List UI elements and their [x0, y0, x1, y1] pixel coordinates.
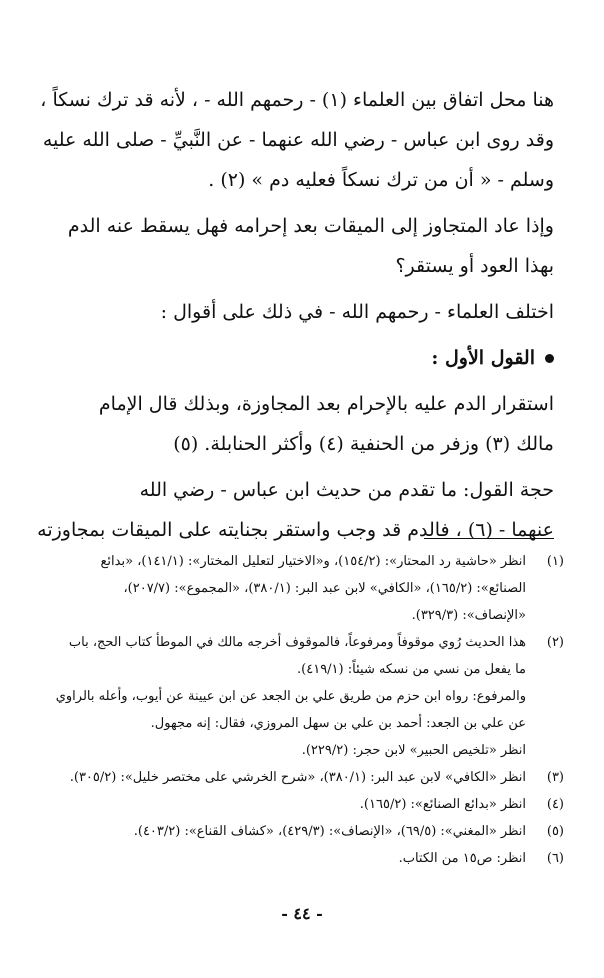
footnote	[34, 818, 564, 845]
footnote-line: انظر «المغني»: (٦٩/٥)، «الإنصاف»: (٤٢٩/٣)، «كشاف القناع»: (٤٠٣/٢).	[133, 824, 526, 839]
paragraph-2	[34, 206, 554, 286]
main-text	[34, 80, 554, 556]
text-line: استقرار الدم عليه بالإحرام بعد المجاوزة، وبذلك قال الإمام	[98, 393, 554, 415]
footnote-divider	[424, 538, 554, 539]
footnote-line: هذا الحديث رُوي موقوفاً ومرفوعاً، فالموقوف أخرجه مالك في الموطأ كتاب الحج، باب	[68, 635, 526, 650]
footnote-number: (٣)	[546, 770, 564, 785]
text-line: هنا محل اتفاق بين العلماء (١) - رحمهم الله - ، لأنه قد ترك نسكاً ،	[40, 89, 554, 111]
text-line: وسلم - « أن من ترك نسكاً فعليه دم » (٢) .	[208, 169, 554, 191]
footnote	[34, 791, 564, 818]
paragraph-4	[34, 384, 554, 464]
footnote-line: انظر «بدائع الصنائع»: (١٦٥/٢).	[359, 797, 526, 812]
footnote-line: انظر: ص١٥ من الكتاب.	[398, 851, 526, 866]
footnote	[34, 548, 564, 629]
footnote	[34, 764, 564, 791]
footnote-line: الصنائع»: (١٦٥/٢)، «الكافي» لابن عبد البر: (٣٨٠/١)، «المجموع»: (٢٠٧/٧)،	[123, 581, 526, 596]
page-number: - ٤٤ -	[281, 904, 323, 923]
text-line: وقد روى ابن عباس - رضي الله عنهما - عن النَّبيِّ - صلى الله عليه	[42, 129, 554, 151]
footnote	[34, 845, 564, 872]
text-line: بهذا العود أو يستقر؟	[395, 255, 554, 277]
footnote	[34, 629, 564, 764]
footnotes	[34, 548, 564, 872]
footnote-number: (٦)	[546, 851, 564, 866]
footnote-line: انظر «تلخيص الحبير» لابن حجر: (٢٢٩/٢).	[301, 743, 526, 758]
text-line: عنهما - (٦) ، فالدم قد وجب واستقر بجنايته على الميقات بمجاوزته	[37, 519, 554, 541]
footnote-line: انظر «حاشية رد المحتار»: (١٥٤/٢)، و«الاختيار لتعليل المختار»: (١٤١/١)، «بدائع	[100, 554, 526, 569]
footnote-line: عن علي بن الجعد: أحمد بن علي بن سهل المروزي، فقال: إنه مجهول.	[150, 716, 526, 731]
footnote-line: ما يفعل من نسي من نسكه شيئاً: (٤١٩/١).	[297, 662, 526, 677]
footnote-line: «الإنصاف»: (٣٢٩/٣).	[411, 608, 526, 623]
text-line: مالك (٣) وزفر من الحنفية (٤) وأكثر الحنابلة. (٥)	[173, 433, 554, 455]
text-line: اختلف العلماء - رحمهم الله - في ذلك على أقوال :	[160, 301, 554, 323]
heading-text: القول الأول :	[431, 347, 535, 369]
footnote-number: (١)	[546, 554, 564, 569]
footnote-number: (٤)	[546, 797, 564, 812]
section-heading	[34, 338, 554, 378]
paragraph-1	[34, 80, 554, 200]
footnote-line: والمرفوع: رواه ابن حزم من طريق علي بن الجعد عن ابن عيينة عن أيوب، وأعله بالراوي	[55, 689, 526, 704]
paragraph-3	[34, 292, 554, 332]
text-line: حجة القول: ما تقدم من حديث ابن عباس - رضي الله	[139, 479, 554, 501]
footnote-line: انظر «الكافي» لابن عبد البر: (٣٨٠/١)، «شرح الخرشي على مختصر خليل»: (٣٠٥/٢).	[69, 770, 526, 785]
bullet-icon	[545, 354, 554, 363]
text-line: وإذا عاد المتجاوز إلى الميقات بعد إحرامه فهل يسقط عنه الدم	[67, 215, 554, 237]
footnote-number: (٥)	[546, 824, 564, 839]
footnote-number: (٢)	[546, 635, 564, 650]
